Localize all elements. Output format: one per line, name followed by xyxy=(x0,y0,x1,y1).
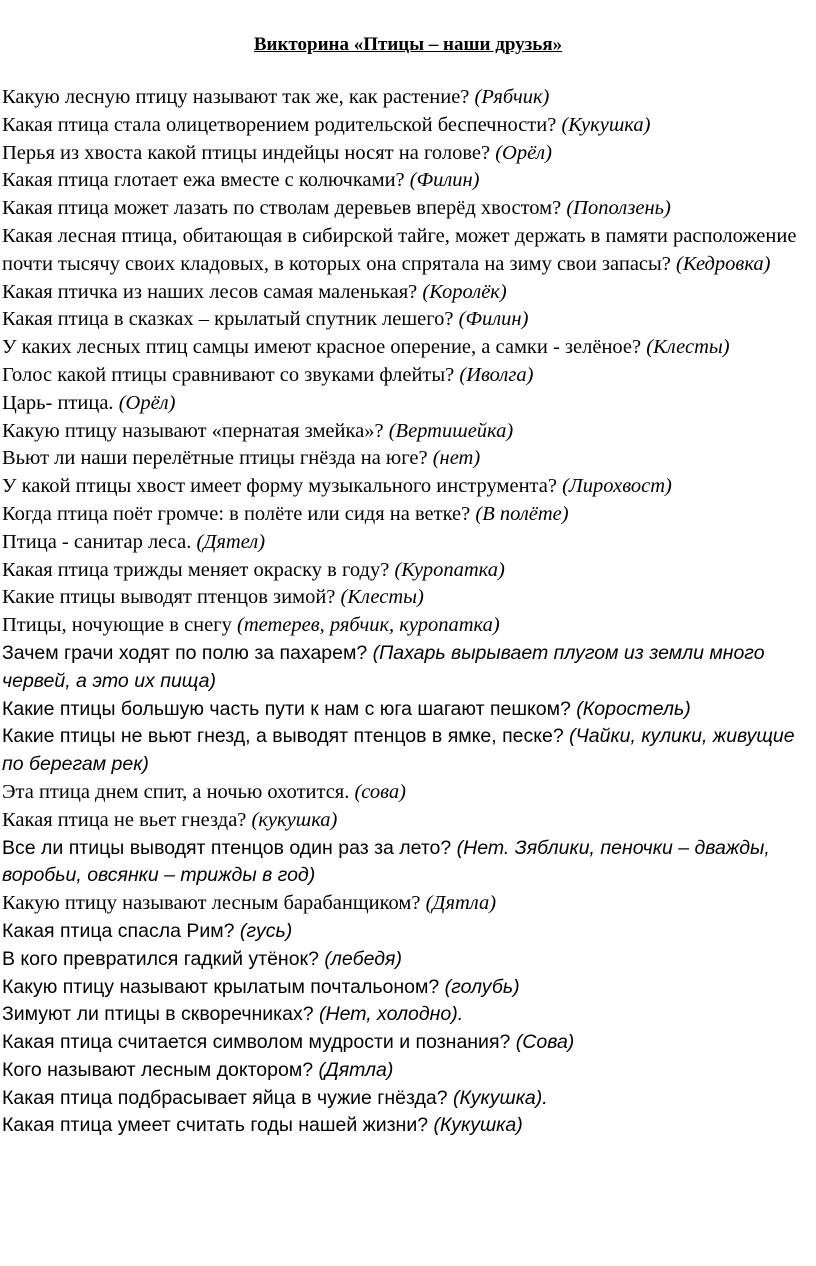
quiz-question xyxy=(2,445,810,473)
answer-text: (Нет, холодно). xyxy=(319,1003,464,1026)
quiz-question xyxy=(2,362,810,390)
question-text: Какая птица не вьет гнезда? xyxy=(2,808,252,831)
quiz-question xyxy=(2,418,810,446)
answer-text: (Иволга) xyxy=(459,363,534,386)
quiz-question xyxy=(2,167,810,195)
quiz-question xyxy=(2,529,810,557)
question-text: Кого называют лесным доктором? xyxy=(2,1058,319,1081)
answer-text: (сова) xyxy=(354,780,406,803)
question-text: В кого превратился гадкий утёнок? xyxy=(2,947,325,970)
question-text: Все ли птицы выводят птенцов один раз за лето? xyxy=(2,836,457,859)
question-text: Какую птицу называют лесным барабанщиком? xyxy=(2,892,426,915)
question-text: У каких лесных птиц самцы имеют красное оперение, а самки - зелёное? xyxy=(2,336,647,359)
quiz-question xyxy=(2,723,810,779)
answer-text: (гусь) xyxy=(239,919,293,942)
quiz-question xyxy=(2,974,810,1002)
quiz-question xyxy=(2,779,810,807)
quiz-question xyxy=(2,306,810,334)
quiz-question xyxy=(2,140,810,168)
answer-text: (Филин) xyxy=(458,308,529,331)
question-text: Какая птица спасла Рим? xyxy=(2,919,240,942)
question-text: Перья из хвоста какой птицы индейцы носят на голове? xyxy=(2,141,496,164)
question-text: Какая птица стала олицетворением родительской беспечности? xyxy=(2,113,562,136)
answer-text: (Вертишейка) xyxy=(388,419,514,442)
quiz-question xyxy=(2,807,810,835)
answer-text: (лебедя) xyxy=(324,947,402,970)
quiz-question xyxy=(2,195,810,223)
quiz-question xyxy=(2,390,810,418)
answer-text: (Клесты) xyxy=(646,336,730,359)
answer-text: (Королёк) xyxy=(422,280,507,303)
quiz-question xyxy=(2,334,810,362)
answer-text: (Кукушка) xyxy=(433,1114,523,1137)
question-text: Голос какой птицы сравнивают со звуками флейты? xyxy=(2,363,460,386)
question-text: Какая птица глотает ежа вместе с колючками? xyxy=(2,169,410,192)
answer-text: (Орёл) xyxy=(118,391,176,414)
quiz-question xyxy=(2,918,810,946)
quiz-question xyxy=(2,1112,810,1140)
question-text: Какая птица подбрасывает яйца в чужие гнёзда? xyxy=(2,1086,454,1109)
answer-text: (Филин) xyxy=(409,169,480,192)
question-text: Какая птица трижды меняет окраску в году? xyxy=(2,558,395,581)
quiz-question xyxy=(2,223,810,279)
question-text: Вьют ли наши перелётные птицы гнёзда на юге? xyxy=(2,447,433,470)
quiz-question xyxy=(2,584,810,612)
answer-text: (Клесты) xyxy=(340,586,424,609)
answer-text: (Поползень) xyxy=(566,197,671,220)
quiz-question xyxy=(2,112,810,140)
question-text: Какая птица умеет считать годы нашей жизни? xyxy=(2,1114,434,1137)
quiz-question xyxy=(2,557,810,585)
answer-text: (тетерев, рябчик, куропатка) xyxy=(237,614,500,637)
question-text: Птицы, ночующие в снегу xyxy=(2,614,238,637)
answer-text: (Дятел) xyxy=(196,530,266,553)
question-text: Какие птицы не вьют гнезд, а выводят птенцов в ямке, песке? xyxy=(2,725,570,748)
quiz-question xyxy=(2,1057,810,1085)
answer-text: (Лирохвост) xyxy=(562,475,672,498)
answer-text: (нет) xyxy=(432,447,481,470)
answer-text: (Орёл) xyxy=(495,141,552,164)
quiz-question xyxy=(2,835,810,891)
answer-text: (кукушка) xyxy=(251,808,338,831)
answer-text: (Дятла) xyxy=(318,1058,394,1081)
quiz-question xyxy=(2,1029,810,1057)
question-text: Какая птица может лазать по стволам деревьев вперёд хвостом? xyxy=(2,197,567,220)
question-text: Какая лесная птица, обитающая в сибирской тайге, может держать в памяти расположение почти тысячу своих кладовых, в которых она спрятала на зиму свои запасы? xyxy=(2,224,797,275)
question-text: Эта птица днем спит, а ночью охотится. xyxy=(2,780,355,803)
quiz-question xyxy=(2,84,810,112)
answer-text: (Сова) xyxy=(515,1031,575,1054)
answer-text: (Рябчик) xyxy=(474,86,550,108)
question-text: Какую птицу называют «пернатая змейка»? xyxy=(2,419,389,442)
question-text: Какие птицы выводят птенцов зимой? xyxy=(2,586,341,609)
question-text: Зимуют ли птицы в скворечниках? xyxy=(2,1003,319,1026)
question-text: Какую птицу называют крылатым почтальоном? xyxy=(2,975,445,998)
answer-text: (Кукушка) xyxy=(561,113,651,136)
question-text: Какие птицы большую часть пути к нам с юга шагают пешком? xyxy=(2,697,577,720)
question-text: У какой птицы хвост имеет форму музыкального инструмента? xyxy=(2,475,563,498)
quiz-question xyxy=(2,890,810,918)
question-list xyxy=(2,84,810,1140)
question-text: Зачем грачи ходят по полю за пахарем? xyxy=(2,641,373,664)
quiz-question xyxy=(2,1085,810,1113)
question-text: Какую лесную птицу называют так же, как растение? xyxy=(2,86,475,108)
answer-text: (Кукушка). xyxy=(453,1086,548,1109)
quiz-question xyxy=(2,1001,810,1029)
quiz-question xyxy=(2,279,810,307)
page-title: Викторина «Птицы – наши друзья» xyxy=(253,34,563,55)
quiz-question xyxy=(2,473,810,501)
answer-text: (Кедровка) xyxy=(676,252,771,275)
question-text: Какая птичка из наших лесов самая маленькая? xyxy=(2,280,423,303)
answer-text: (Куропатка) xyxy=(394,558,505,581)
answer-text: (голубь) xyxy=(444,975,520,998)
question-text: Птица - санитар леса. xyxy=(2,530,197,553)
answer-text: (Нет. Зяблики, пеночки – дважды, воробьи, овсянки – трижды в год) xyxy=(2,836,770,887)
quiz-question xyxy=(2,640,810,696)
answer-text: (Дятла) xyxy=(425,892,497,915)
question-text: Какая птица в сказках – крылатый спутник лешего? xyxy=(2,308,459,331)
quiz-question xyxy=(2,501,810,529)
question-text: Царь- птица. xyxy=(2,391,119,414)
quiz-question xyxy=(2,696,810,724)
answer-text: (Коростель) xyxy=(576,697,691,720)
question-text: Когда птица поёт громче: в полёте или сидя на ветке? xyxy=(2,502,476,525)
question-text: Какая птица считается символом мудрости и познания? xyxy=(2,1031,516,1054)
answer-text: (Пахарь вырывает плугом из земли много червей, а это их пища) xyxy=(2,641,765,692)
answer-text: (Чайки, кулики, живущие по берегам рек) xyxy=(2,725,795,776)
quiz-question xyxy=(2,946,810,974)
quiz-question xyxy=(2,612,810,640)
answer-text: (В полёте) xyxy=(475,502,569,525)
